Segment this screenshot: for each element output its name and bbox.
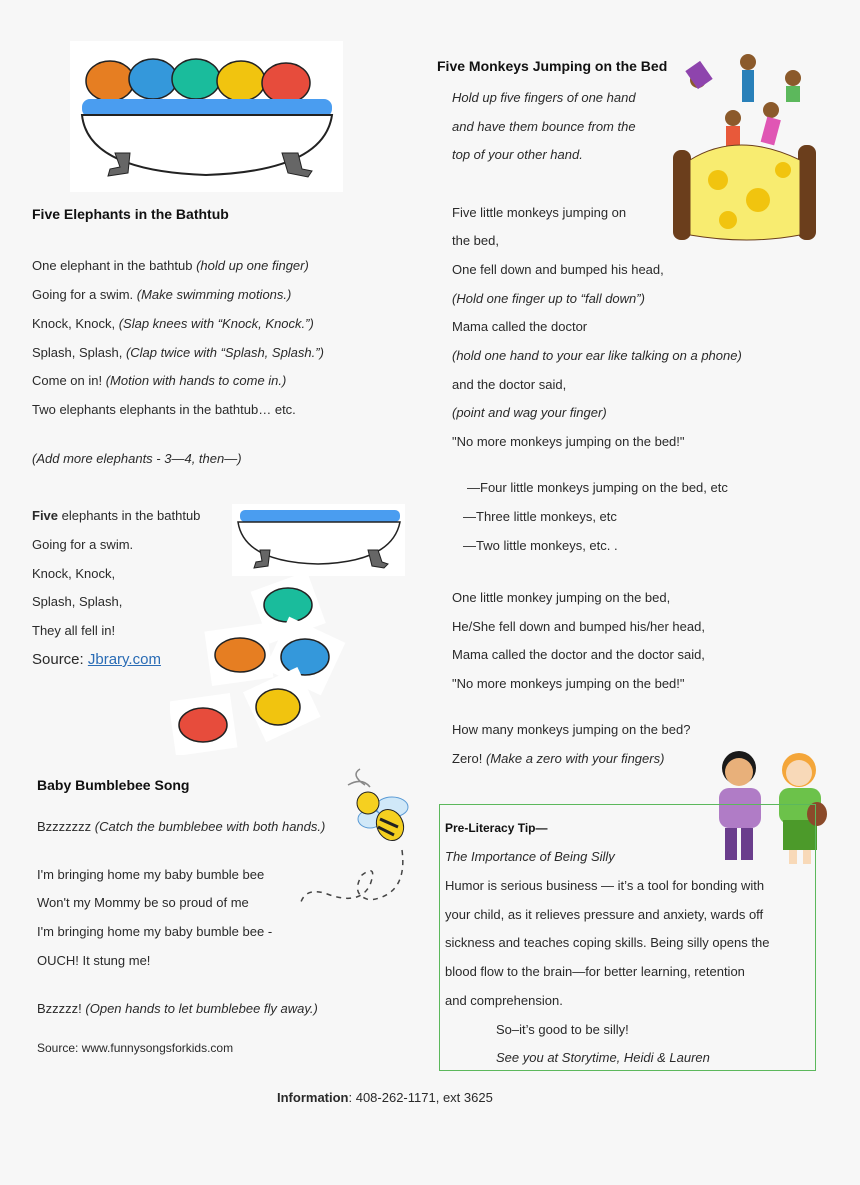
verse-line: and the doctor said, (452, 377, 567, 392)
elephants-bathtub-image (70, 41, 343, 192)
verse-line: "No more monkeys jumping on the bed!" (452, 676, 685, 691)
tip-subtitle: The Importance of Being Silly (445, 849, 615, 864)
footer-info (277, 1090, 493, 1105)
verse-line: One fell down and bumped his head, (452, 262, 664, 277)
elephants-title: Five Elephants in the Bathtub (32, 206, 229, 222)
elephants-note: (Add more elephants - 3—4, then—) (32, 451, 242, 466)
small-bathtub-image (232, 504, 405, 576)
tip-body-line: sickness and teaches coping skills. Being silly opens the (445, 935, 770, 950)
verse-line: How many monkeys jumping on the bed? (452, 722, 691, 737)
verse-line: Won't my Mommy be so proud of me (37, 895, 249, 910)
instruction-line: and have them bounce from the (452, 119, 636, 134)
verse-line: One little monkey jumping on the bed, (452, 590, 671, 605)
verse-line: Knock, Knock, (32, 566, 116, 581)
verse-line: Mama called the doctor (452, 319, 588, 334)
verse-line: They all fell in! (32, 623, 116, 638)
verse-line: Bzzzzz! (37, 1001, 86, 1016)
falling-elephants-image (170, 575, 350, 755)
tip-body-line: and comprehension. (445, 993, 563, 1008)
verse-action: (Slap knees with “Knock, Knock.”) (118, 316, 314, 331)
verse-action: (Catch the bumblebee with both hands.) (94, 819, 326, 834)
bold-word: Five (32, 508, 59, 523)
verse-line: Bzzzzzzz (37, 819, 95, 834)
verse-action: (Make swimming motions.) (136, 287, 292, 302)
monkeys-title: Five Monkeys Jumping on the Bed (437, 58, 668, 74)
verse-line: Five little monkeys jumping on (452, 205, 627, 220)
verse-line: Zero! (452, 751, 486, 766)
verse-line: Two elephants elephants in the bathtub… etc. (32, 402, 296, 417)
bumblebee-source: Source: www.funnysongsforkids.com (37, 1041, 234, 1055)
verse-action: (Clap twice with “Splash, Splash.”) (125, 345, 324, 360)
tip-signoff: See you at Storytime, Heidi & Lauren (496, 1050, 710, 1065)
instruction-line: top of your other hand. (452, 147, 583, 162)
tip-body-line: your child, as it relieves pressure and anxiety, wards off (445, 907, 764, 922)
source-link[interactable]: Jbrary.com (87, 651, 161, 668)
countdown-line: —Three little monkeys, etc (463, 509, 617, 524)
countdown-line: —Four little monkeys jumping on the bed, etc (467, 480, 728, 495)
tip-body-line: Humor is serious business — it’s a tool for bonding with (445, 878, 765, 893)
countdown-line: —Two little monkeys, etc. . (463, 538, 618, 553)
verse-action: (Make a zero with your fingers) (485, 751, 665, 766)
source-label: Source: (32, 651, 88, 668)
verse-line: Going for a swim. (32, 537, 134, 552)
verse-line: Going for a swim. (32, 287, 137, 302)
tip-title: Pre-Literacy Tip— (445, 821, 548, 835)
bumblebee-icon (290, 765, 415, 935)
tip-closing: So–it’s good to be silly! (496, 1022, 629, 1037)
verse-line: Splash, Splash, (32, 594, 123, 609)
verse-action: (Motion with hands to come in.) (105, 373, 287, 388)
verse-action: (point and wag your finger) (452, 405, 607, 420)
verse-line: Mama called the doctor and the doctor said, (452, 647, 705, 662)
verse-line: Come on in! (32, 373, 106, 388)
verse-line: I'm bringing home my baby bumble bee (37, 867, 265, 882)
monkeys-on-bed-image (668, 50, 828, 250)
verse-line: I'm bringing home my baby bumble bee - (37, 924, 273, 939)
verse-line: OUCH! It stung me! (37, 953, 151, 968)
verse-action: (hold up one finger) (196, 258, 309, 273)
tip-body-line: blood flow to the brain—for better learning, retention (445, 964, 745, 979)
verse-action: (hold one hand to your ear like talking on a phone) (452, 348, 742, 363)
bumblebee-title: Baby Bumblebee Song (37, 777, 190, 793)
footer-label: Information (277, 1090, 349, 1105)
verse-line: elephants in the bathtub (58, 508, 201, 523)
verse-line: He/She fell down and bumped his/her head, (452, 619, 705, 634)
verse-line: Splash, Splash, (32, 345, 126, 360)
instruction-line: Hold up five fingers of one hand (452, 90, 636, 105)
verse-line: One elephant in the bathtub (32, 258, 197, 273)
verse-line: "No more monkeys jumping on the bed!" (452, 434, 685, 449)
verse-line: the bed, (452, 233, 499, 248)
verse-action: (Open hands to let bumblebee fly away.) (85, 1001, 318, 1016)
footer-phone: : 408-262-1171, ext 3625 (348, 1090, 493, 1105)
verse-action: (Hold one finger up to “fall down”) (452, 291, 645, 306)
verse-line: Knock, Knock, (32, 316, 119, 331)
